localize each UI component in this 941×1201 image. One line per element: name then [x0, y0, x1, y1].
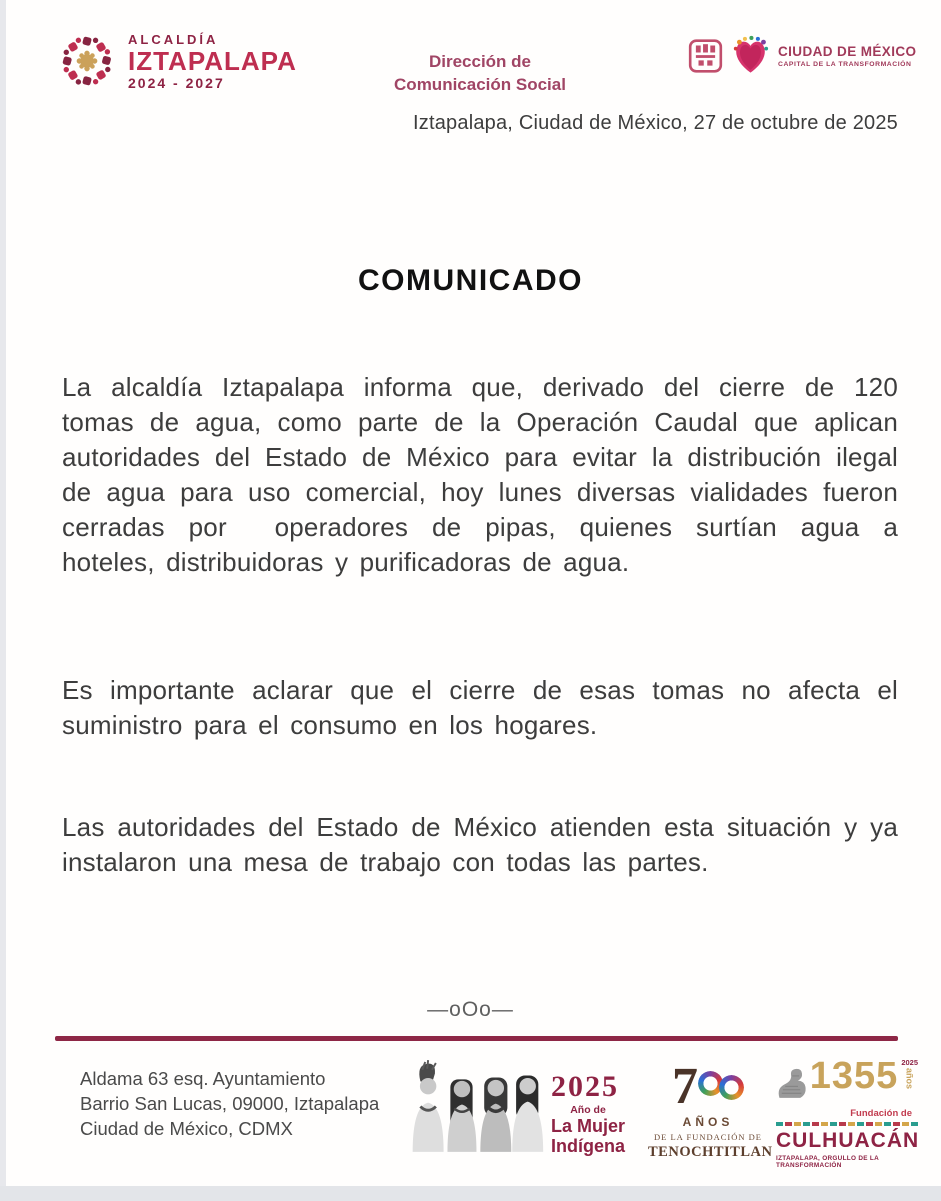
- culhuacan-tagline: IZTAPALAPA, ORGULLO DE LA TRANSFORMACIÓN: [776, 1155, 879, 1169]
- address-line1: Aldama 63 esq. Ayuntamiento: [80, 1068, 326, 1089]
- alcaldia-word-line3: 2024 - 2027: [128, 74, 225, 91]
- mujer-indigena-logo: [551, 1072, 625, 1156]
- culhuacan-year: 2025: [901, 1058, 918, 1067]
- address-line2: Barrio San Lucas, 09000, Iztapalapa: [80, 1093, 380, 1114]
- culhuacan-mark: [776, 1056, 918, 1112]
- culhuacan-dash-band: [776, 1122, 918, 1126]
- culhuacan-year-block: [901, 1058, 918, 1089]
- alcaldia-wordmark: [128, 32, 297, 91]
- alcaldia-iztapalapa-logo: [60, 28, 297, 94]
- direccion-line1: Dirección de: [428, 52, 532, 71]
- end-separator: —oOo—: [427, 998, 514, 1021]
- alcaldia-word-line1: ALCALDÍA: [128, 31, 219, 47]
- cdmx-word-line2: CAPITAL DE LA TRANSFORMACIÓN: [778, 61, 912, 68]
- body-paragraph-2: Es importante aclarar que el cierre de esas tomas no afecta el suministro para el consumo en los hogares.: [62, 675, 910, 740]
- direccion-comunicacion-title: [360, 50, 600, 96]
- dateline: Iztapalapa, Ciudad de México, 27 de octubre de 2025: [413, 112, 898, 134]
- tenochtitlan-line1: DE LA FUNDACIÓN DE: [654, 1132, 762, 1142]
- mujer-line1: La Mujer: [551, 1115, 626, 1136]
- page-edge-bottom: [0, 1186, 941, 1201]
- cdmx-heart-icon: [732, 34, 769, 78]
- mujer-year: 2025: [551, 1070, 619, 1103]
- women-photo-icon: [403, 1060, 548, 1152]
- document-title: COMUNICADO: [358, 264, 583, 297]
- body-paragraph-3: Las autoridades del Estado de México atienden esta situación y ya instalaron una mesa de trabajo con todas las partes.: [62, 812, 910, 877]
- direccion-line2: Comunicación Social: [394, 75, 566, 94]
- tenochtitlan-700-mark: [648, 1058, 768, 1115]
- body-paragraph-1: La alcaldía Iztapalapa informa que, derivado del cierre de 120 tomas de agua, como parte de la Operación Caudal que aplican autoridades del Estado de México para evitar la distribución ilegal de agua para uso comercial, hoy lunes diversas vialidades fueron cerradas por operadores de pipas, quienes surtían agua a hoteles, distribuidoras y purificadoras de agua.: [62, 372, 921, 577]
- mujer-sub: Año de: [570, 1104, 606, 1116]
- seven-glyph: 7: [672, 1058, 698, 1115]
- cdmx-shield-icon: [688, 38, 723, 74]
- tenochtitlan-line2: TENOCHTITLAN: [648, 1144, 773, 1160]
- culhuacan-anios: años: [904, 1068, 915, 1090]
- tenochtitlan-700-logo: [648, 1058, 773, 1161]
- cdmx-logo: [688, 34, 916, 78]
- mujer-line2: Indígena: [551, 1135, 626, 1156]
- alcaldia-emblem-icon: [60, 28, 114, 94]
- address-line3: Ciudad de México, CDMX: [80, 1118, 293, 1139]
- ring-icon: [719, 1075, 744, 1100]
- cdmx-word-line1: CIUDAD DE MÉXICO: [778, 44, 917, 59]
- footer-rule: [55, 1036, 898, 1041]
- cdmx-wordmark: [778, 44, 916, 68]
- alcaldia-word-line2: IZTAPALAPA: [128, 45, 297, 76]
- footer-address: [80, 1066, 379, 1141]
- culhuacan-1355: 1355: [809, 1055, 899, 1097]
- mujeres-indigenas-photo: [403, 1060, 548, 1157]
- tenochtitlan-anios: AÑOS: [682, 1115, 734, 1129]
- culhuacan-name: CULHUACÁN: [776, 1129, 920, 1152]
- culhuacan-glyph-icon: [776, 1056, 808, 1112]
- culhuacan-fundacion: Fundación de: [850, 1108, 912, 1119]
- culhuacan-logo: [776, 1056, 918, 1169]
